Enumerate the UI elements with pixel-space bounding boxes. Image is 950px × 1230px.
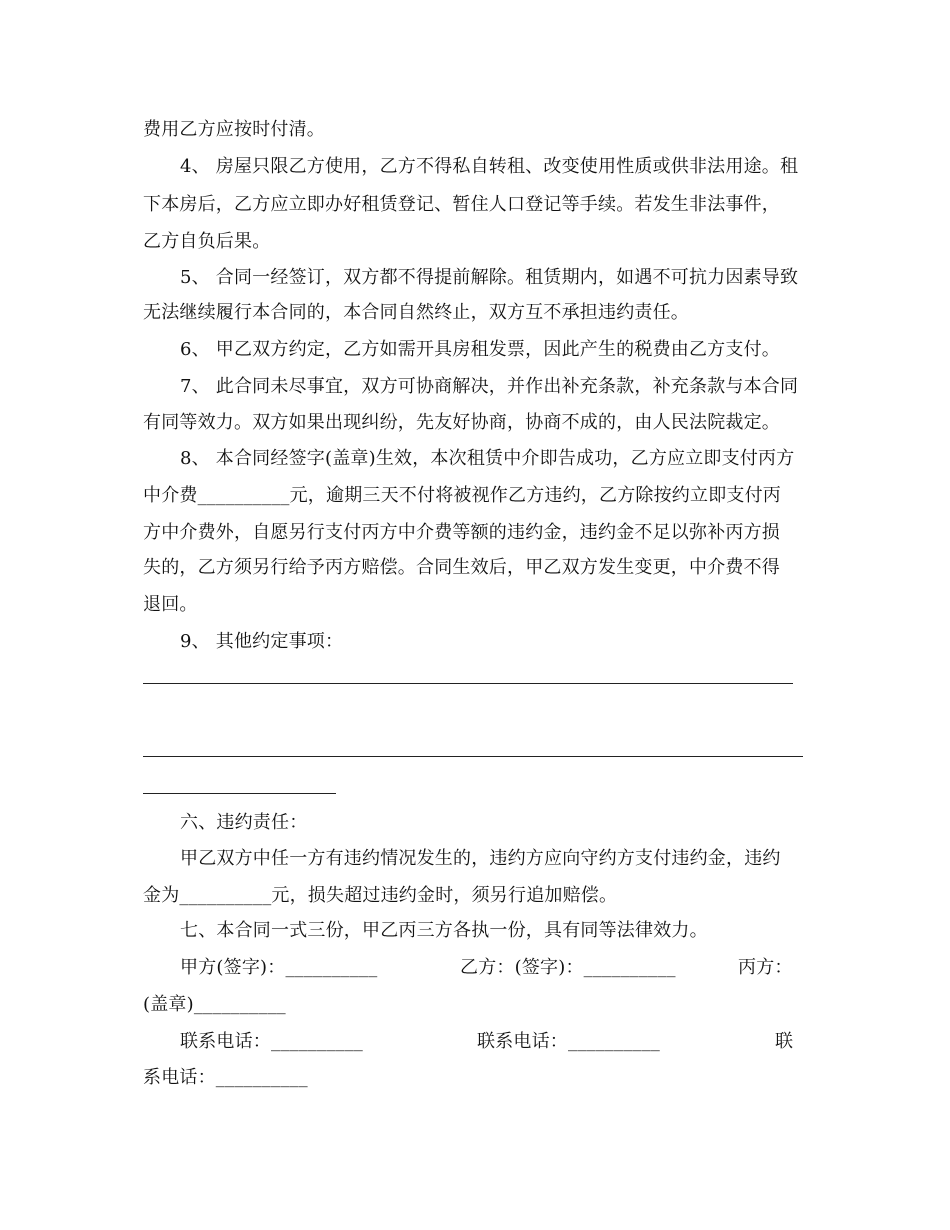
clause-4-line-2: 下本房后，乙方应立即办好租赁登记、暂住人口登记等手续。若发生非法事件， bbox=[143, 194, 780, 215]
signature-party-c-seal: (盖章)__________ bbox=[143, 994, 286, 1015]
clause-8-line-3: 方中介费外，自愿另行支付丙方中介费等额的违约金，违约金不足以弥补丙方损 bbox=[143, 522, 780, 543]
paragraph-line: 费用乙方应按时付清。 bbox=[143, 119, 325, 140]
clause-6-line-1: 6、 甲乙双方约定，乙方如需开具房租发票，因此产生的税费由乙方支付。 bbox=[180, 339, 780, 360]
phone-party-c-rest: 系电话：__________ bbox=[143, 1067, 308, 1088]
section-7-line-1: 七、本合同一式三份，甲乙丙三方各执一份，具有同等法律效力。 bbox=[180, 920, 708, 941]
blank-rule-2 bbox=[143, 756, 803, 757]
signature-party-c: 丙方： bbox=[738, 957, 793, 978]
phone-party-a: 联系电话：__________ bbox=[180, 1031, 363, 1052]
clause-8-line-4: 失的，乙方须另行给予丙方赔偿。合同生效后，甲乙双方发生变更，中介费不得 bbox=[143, 557, 780, 578]
clause-9-line-1: 9、 其他约定事项： bbox=[180, 631, 344, 652]
phone-party-b: 联系电话：__________ bbox=[477, 1031, 660, 1052]
clause-5-line-2: 无法继续履行本合同的，本合同自然终止，双方互不承担违约责任。 bbox=[143, 302, 689, 323]
clause-4-line-1: 4、 房屋只限乙方使用，乙方不得私自转租、改变使用性质或供非法用途。租 bbox=[180, 156, 799, 177]
phone-party-c-start: 联 bbox=[775, 1031, 794, 1052]
clause-8-line-2: 中介费__________元，逾期三天不付将被视作乙方违约，乙方除按约立即支付丙 bbox=[143, 485, 781, 506]
section-6-line-1: 甲乙双方中任一方有违约情况发生的，违约方应向守约方支付违约金，违约 bbox=[180, 848, 781, 869]
blank-rule-1 bbox=[143, 683, 793, 684]
clause-7-line-1: 7、 此合同未尽事宜，双方可协商解决，并作出补充条款，补充条款与本合同 bbox=[180, 376, 799, 397]
blank-rule-3 bbox=[143, 793, 336, 794]
clause-8-line-5: 退回。 bbox=[143, 594, 198, 615]
signature-party-b: 乙方：(签字)：__________ bbox=[460, 957, 676, 978]
clause-4-line-3: 乙方自负后果。 bbox=[143, 231, 271, 252]
clause-7-line-2: 有同等效力。双方如果出现纠纷，先友好协商，协商不成的，由人民法院裁定。 bbox=[143, 412, 780, 433]
signature-party-a: 甲方(签字)：__________ bbox=[180, 957, 378, 978]
section-6-title: 六、违约责任： bbox=[180, 812, 308, 833]
section-6-line-2: 金为__________元，损失超过违约金时，须另行追加赔偿。 bbox=[143, 885, 618, 906]
clause-8-line-1: 8、 本合同经签字(盖章)生效，本次租赁中介即告成功，乙方应立即支付丙方 bbox=[180, 448, 795, 469]
clause-5-line-1: 5、 合同一经签订，双方都不得提前解除。租赁期内，如遇不可抗力因素导致 bbox=[180, 267, 799, 288]
